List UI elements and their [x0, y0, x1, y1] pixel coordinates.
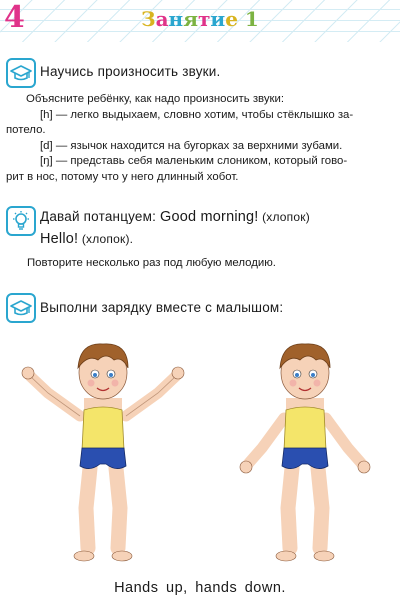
title-letter: З	[141, 7, 156, 31]
section-heading: Научись произносить звуки.	[40, 64, 221, 79]
section-dance	[6, 206, 392, 276]
lightbulb-icon	[6, 206, 36, 236]
clap-note: (хлопок).	[78, 232, 134, 246]
title-letter: 1	[244, 7, 259, 31]
repeat-note: Повторите несколько раз под любую мелодию.	[27, 257, 276, 269]
exercise-caption: Hands up, hands down.	[114, 580, 286, 596]
title-letter: я	[183, 7, 198, 31]
page-number: 4	[4, 0, 25, 35]
dance-line-2	[40, 231, 133, 247]
sound-d-line: [d] — язычок находится на бугорках за верхними зубами.	[40, 139, 343, 152]
phrase-hello: Hello!	[40, 231, 79, 247]
sound-ng-line: [ŋ] — представь себя маленьким слоником, который гово-	[40, 155, 348, 167]
title-letter	[238, 7, 245, 31]
clap-note: (хлопок)	[258, 210, 310, 224]
title-letter: и	[210, 7, 226, 31]
title-letter: т	[197, 7, 211, 31]
section-pronunciation	[6, 58, 392, 183]
page-header	[0, 0, 400, 42]
title-letter: а	[155, 7, 169, 31]
instruction-intro: Объясните ребёнку, как надо произносить звуки:	[26, 93, 285, 105]
sound-ng-line-cont: рит в нос, потому что у него длинный хобот.	[6, 170, 239, 183]
graduation-cap-icon	[6, 58, 36, 88]
lesson-title	[0, 7, 400, 31]
boy-hands-up-illustration	[18, 338, 188, 573]
section-exercise	[6, 293, 392, 327]
title-letter: н	[168, 7, 184, 31]
section-heading: Выполни зарядку вместе с малышом:	[40, 300, 284, 315]
dance-line-1	[40, 209, 310, 225]
boy-hands-down-illustration	[220, 338, 390, 573]
graduation-cap-icon	[6, 293, 36, 323]
phrase-good-morning: Good morning!	[160, 209, 259, 225]
title-letter: е	[225, 7, 238, 31]
sound-h-line-cont: потело.	[6, 124, 46, 136]
dance-prefix: Давай потанцуем:	[40, 209, 161, 224]
sound-h-line: [h] — легко выдыхаем, словно хотим, чтобы стёклышко за-	[40, 108, 354, 121]
